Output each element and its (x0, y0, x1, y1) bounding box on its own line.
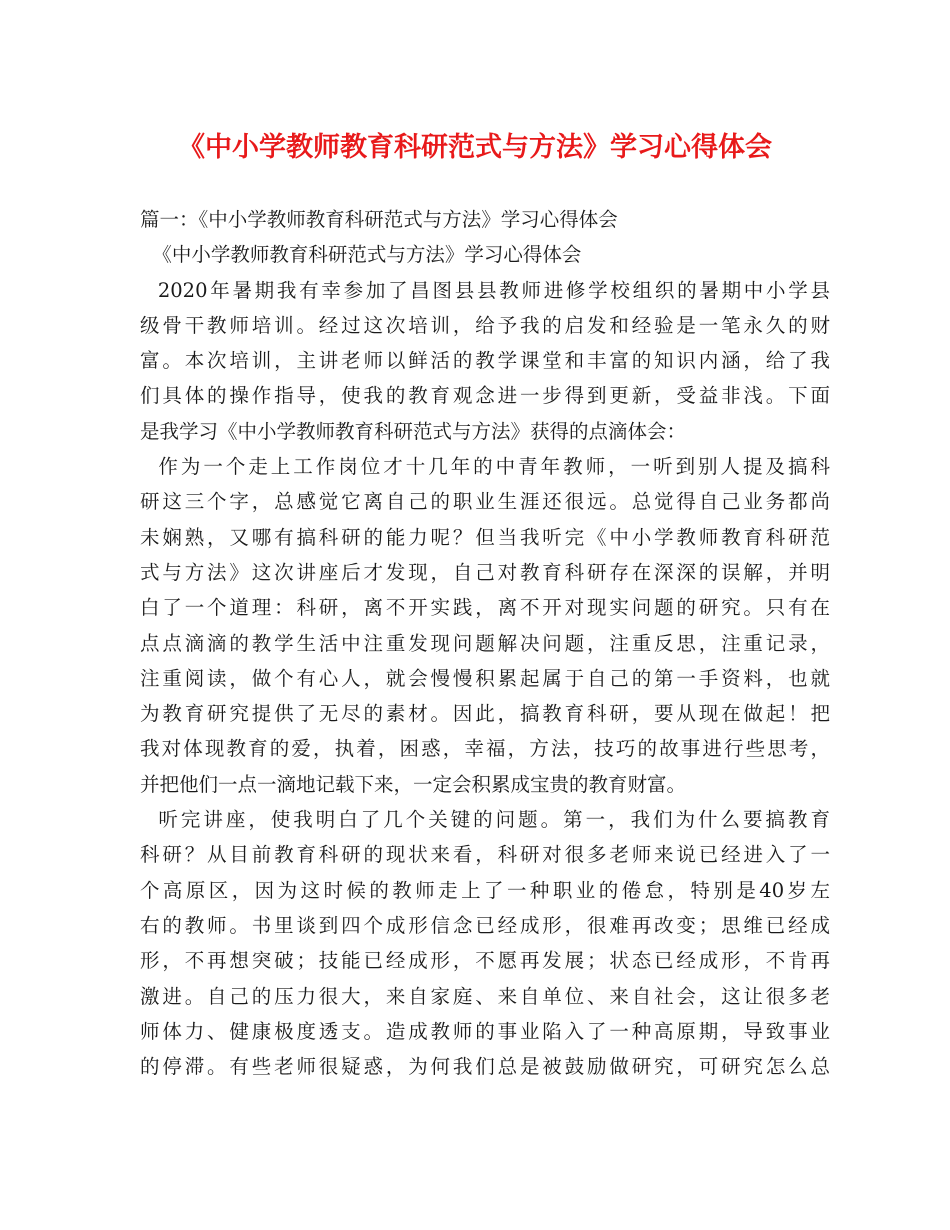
body-line: 篇一：《中小学教师教育科研范式与方法》学习心得体会 (140, 208, 618, 231)
body-line: 是我学习《中小学教师教育科研范式与方法》获得的点滴体会： (140, 419, 687, 443)
body-line: 科研？从目前教育科研的现状来看，科研对很多老师来说已经进入了一 (140, 843, 830, 867)
body-line: 富。本次培训，主讲老师以鲜活的教学课堂和丰富的知识内涵，给了我 (140, 349, 830, 373)
body-line: 为教育研究提供了无尽的素材。因此，搞教育科研，要从现在做起！把 (140, 702, 830, 726)
body-line: 们具体的操作指导，使我的教育观念进一步得到更新，受益非浅。下面 (140, 384, 830, 408)
body-line: 《中小学教师教育科研范式与方法》学习心得体会 (140, 243, 582, 267)
body-line: 白了一个道理：科研，离不开实践，离不开对现实问题的研究。只有在 (140, 596, 830, 620)
body-line: 并把他们一点一滴地记载下来，一定会积累成宝贵的教育财富。 (140, 772, 687, 796)
body-line: 未娴熟，又哪有搞科研的能力呢？但当我听完《中小学教师教育科研范 (140, 525, 830, 549)
body-line: 右的教师。书里谈到四个成形信念已经成形，很难再改变；思维已经成 (140, 913, 830, 937)
body-line: 的停滞。有些老师很疑惑，为何我们总是被鼓励做研究，可研究怎么总 (140, 1055, 830, 1079)
body-line: 作为一个走上工作岗位才十几年的中青年教师，一听到别人提及搞科 (140, 455, 830, 479)
body-line: 个高原区，因为这时候的教师走上了一种职业的倦怠，特别是40岁左 (140, 878, 830, 902)
body-line: 点点滴滴的教学生活中注重发现问题解决问题，注重反思，注重记录， (140, 631, 830, 655)
body-line: 2020年暑期我有幸参加了昌图县县教师进修学校组织的暑期中小学县 (140, 278, 830, 302)
document-body (140, 202, 830, 1084)
body-line: 形，不再想突破；技能已经成形，不愿再发展；状态已经成形，不肯再 (140, 949, 830, 973)
body-line: 研这三个字，总感觉它离自己的职业生涯还很远。总觉得自己业务都尚 (140, 490, 830, 514)
body-line: 师体力、健康极度透支。造成教师的事业陷入了一种高原期，导致事业 (140, 1019, 830, 1043)
body-line: 我对体现教育的爱，执着，困惑，幸福，方法，技巧的故事进行些思考， (140, 737, 830, 761)
body-line: 级骨干教师培训。经过这次培训，给予我的启发和经验是一笔永久的财 (140, 313, 830, 337)
document-title: 《中小学教师教育科研范式与方法》学习心得体会 (178, 132, 772, 163)
body-line: 式与方法》这次讲座后才发现，自己对教育科研存在深深的误解，并明 (140, 560, 830, 584)
body-line: 注重阅读，做个有心人，就会慢慢积累起属于自己的第一手资料，也就 (140, 666, 830, 690)
body-line: 听完讲座，使我明白了几个关键的问题。第一，我们为什么要搞教育 (140, 808, 830, 832)
body-line: 激进。自己的压力很大，来自家庭、来自单位、来自社会，这让很多老 (140, 984, 830, 1008)
